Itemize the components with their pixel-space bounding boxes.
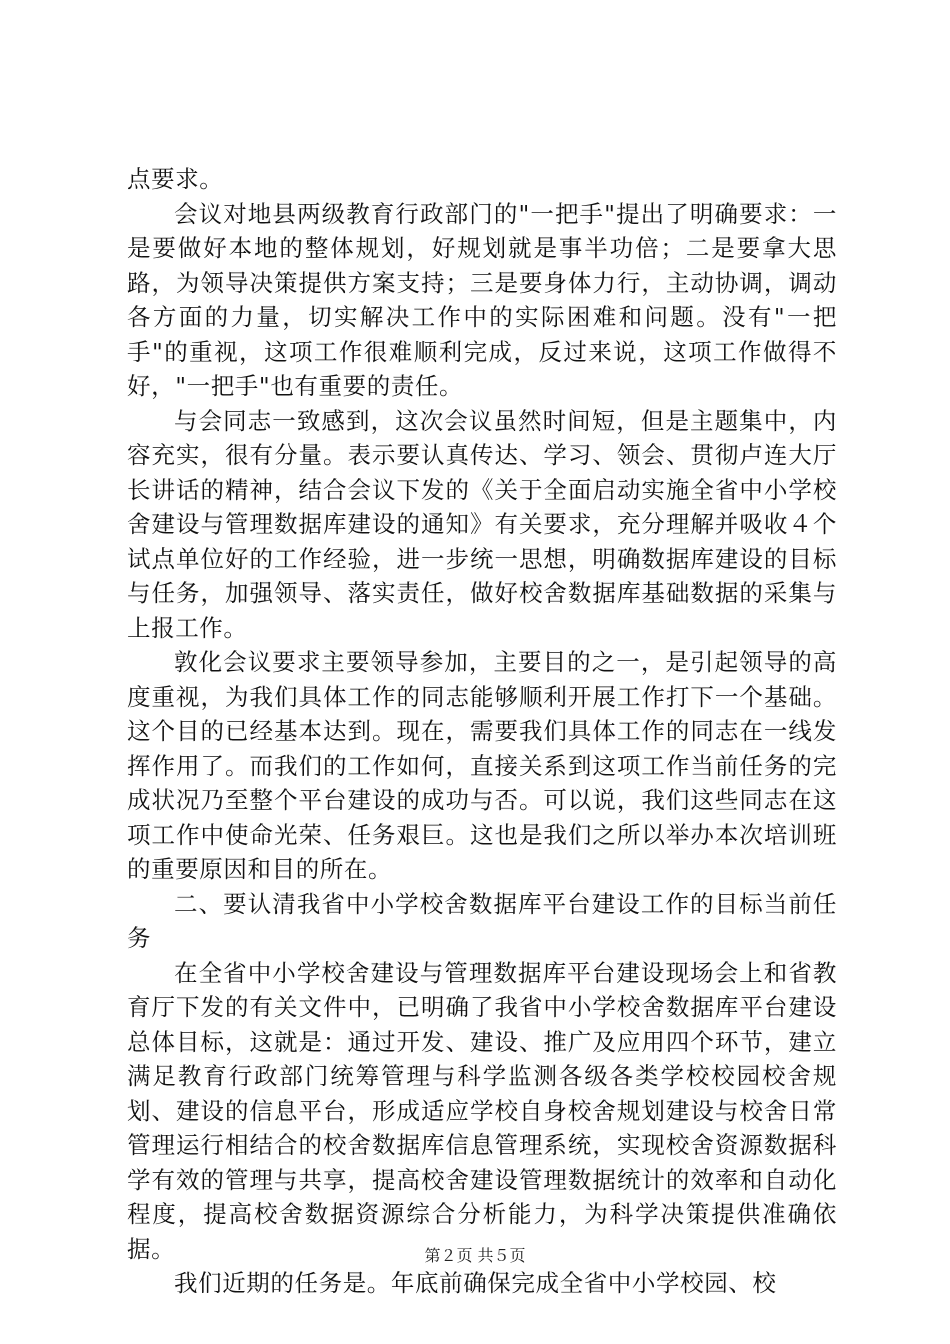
page-number-footer: 第２页 共５页 [424, 1246, 526, 1265]
paragraph-attendee-consensus: 与会同志一致感到，这次会议虽然时间短，但是主题集中，内容充实，很有分量。表示要认真传达、学习、领会、贯彻卢连大厅长讲话的精神，结合会议下发的《关于全面启动实施全省中小学校舍建设与管理数据库建设的通知》有关要求，充分理解并吸收４个试点单位好的工作经验，进一步统一思想，明确数据库建设的目标与任务，加强领导、落实责任，做好校舍数据库基础数据的采集与上报工作。 [127, 406, 837, 642]
paragraph-dunhua-meeting: 敦化会议要求主要领导参加，主要目的之一，是引起领导的高度重视，为我们具体工作的同志能够顺利开展工作打下一个基础。这个目的已经基本达到。现在，需要我们具体工作的同志在一线发挥作用了。而我们的工作如何，直接关系到这项工作当前任务的完成状况乃至整个平台建设的成功与否。可以说，我们这些同志在这项工作中使命光荣、任务艰巨。这也是我们之所以举办本次培训班的重要原因和目的所在。 [127, 648, 837, 883]
paragraph-continuation: 点要求。 [127, 165, 224, 193]
paragraph-near-term-tasks: 我们近期的任务是。年底前确保完成全省中小学校园、校 [174, 1269, 777, 1297]
paragraph-overall-goal: 在全省中小学校舍建设与管理数据库平台建设现场会上和省教育厅下发的有关文件中，已明确了我省中小学校舍数据库平台建设总体目标，这就是：通过开发、建设、推广及应用四个环节，建立满足教育行政部门统筹管理与科学监测各级各类学校校园校舍规划、建设的信息平台，形成适应学校自身校舍规划建设与校舍日常管理运行相结合的校舍数据库信息管理系统，实现校舍资源数据科学有效的管理与共享，提高校舍建设管理数据统计的效率和自动化程度，提高校舍数据资源综合分析能力，为科学决策提供准确依据。 [127, 958, 837, 1263]
paragraph-meeting-requirements: 会议对地县两级教育行政部门的"一把手"提出了明确要求：一是要做好本地的整体规划，好规划就是事半功倍；二是要拿大思路，为领导决策提供方案支持；三是要身体力行，主动协调，调动各方面的力量，切实解决工作中的实际困难和问题。没有"一把手"的重视，这项工作很难顺利完成，反过来说，这项工作做得不好，"一把手"也有重要的责任。 [127, 199, 837, 400]
document-body [127, 162, 837, 1301]
section-heading: 二、要认清我省中小学校舍数据库平台建设工作的目标当前任务 [127, 889, 837, 952]
